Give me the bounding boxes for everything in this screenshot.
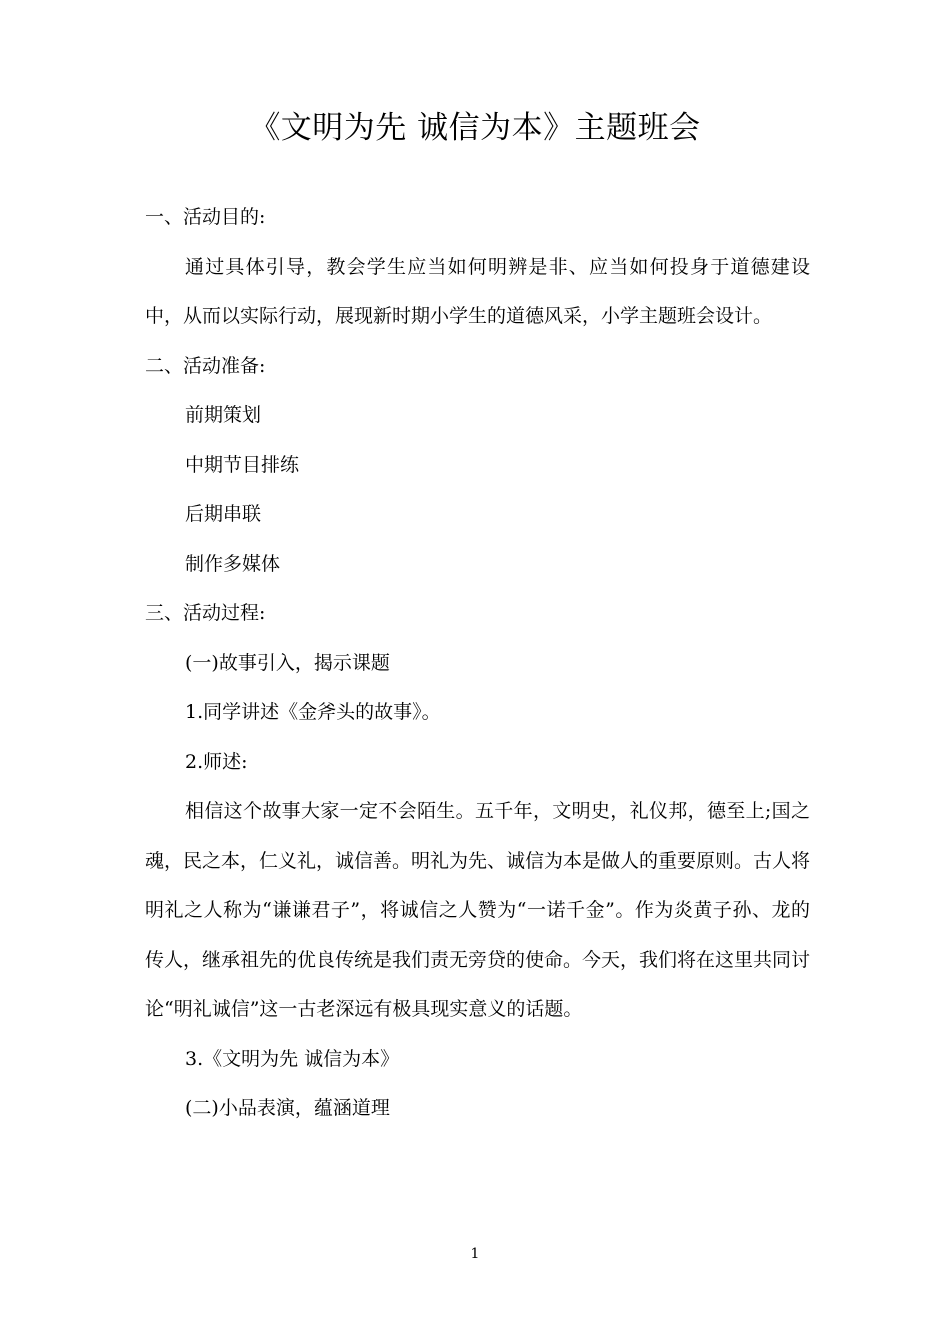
- purpose-paragraph: 通过具体引导，教会学生应当如何明辨是非、应当如何投身于道德建设中，从而以实际行动，展现新时期小学生的道德风采，小学主题班会设计。: [145, 255, 810, 327]
- prep-item: 中期节目排练: [185, 453, 300, 476]
- section-heading-preparation: 二、活动准备:: [145, 354, 266, 377]
- part-heading-story: (一)故事引入，揭示课题: [185, 651, 390, 674]
- document-title: 《文明为先 诚信为本》主题班会: [249, 110, 701, 146]
- teacher-paragraph: 相信这个故事大家一定不会陌生。五千年，文明史，礼仪邦，德至上;国之魂，民之本，仁义礼，诚信善。明礼为先、诚信为本是做人的重要原则。古人将明礼之人称为“谦谦君子”，将诚信之人赞为“一诺千金”。作为炎黄子孙、龙的传人，继承祖先的优良传统是我们责无旁贷的使命。今天，我们将在这里共同讨论“明礼诚信”这一古老深远有极具现实意义的话题。: [145, 800, 811, 1020]
- part-heading-skit: (二)小品表演，蕴涵道理: [185, 1097, 390, 1119]
- step-item: 2.师述:: [185, 750, 248, 773]
- step-item: 1.同学讲述《金斧头的故事》。: [185, 701, 441, 723]
- document-body: [145, 193, 810, 1134]
- section-heading-process: 三、活动过程:: [145, 602, 266, 624]
- step-item: 3.《文明为先 诚信为本》: [185, 1047, 400, 1070]
- page-number: 1: [470, 1246, 480, 1262]
- section-heading-purpose: 一、活动目的:: [145, 206, 266, 228]
- prep-item: 制作多媒体: [185, 552, 281, 575]
- prep-item: 前期策划: [185, 404, 262, 426]
- prep-item: 后期串联: [185, 503, 262, 525]
